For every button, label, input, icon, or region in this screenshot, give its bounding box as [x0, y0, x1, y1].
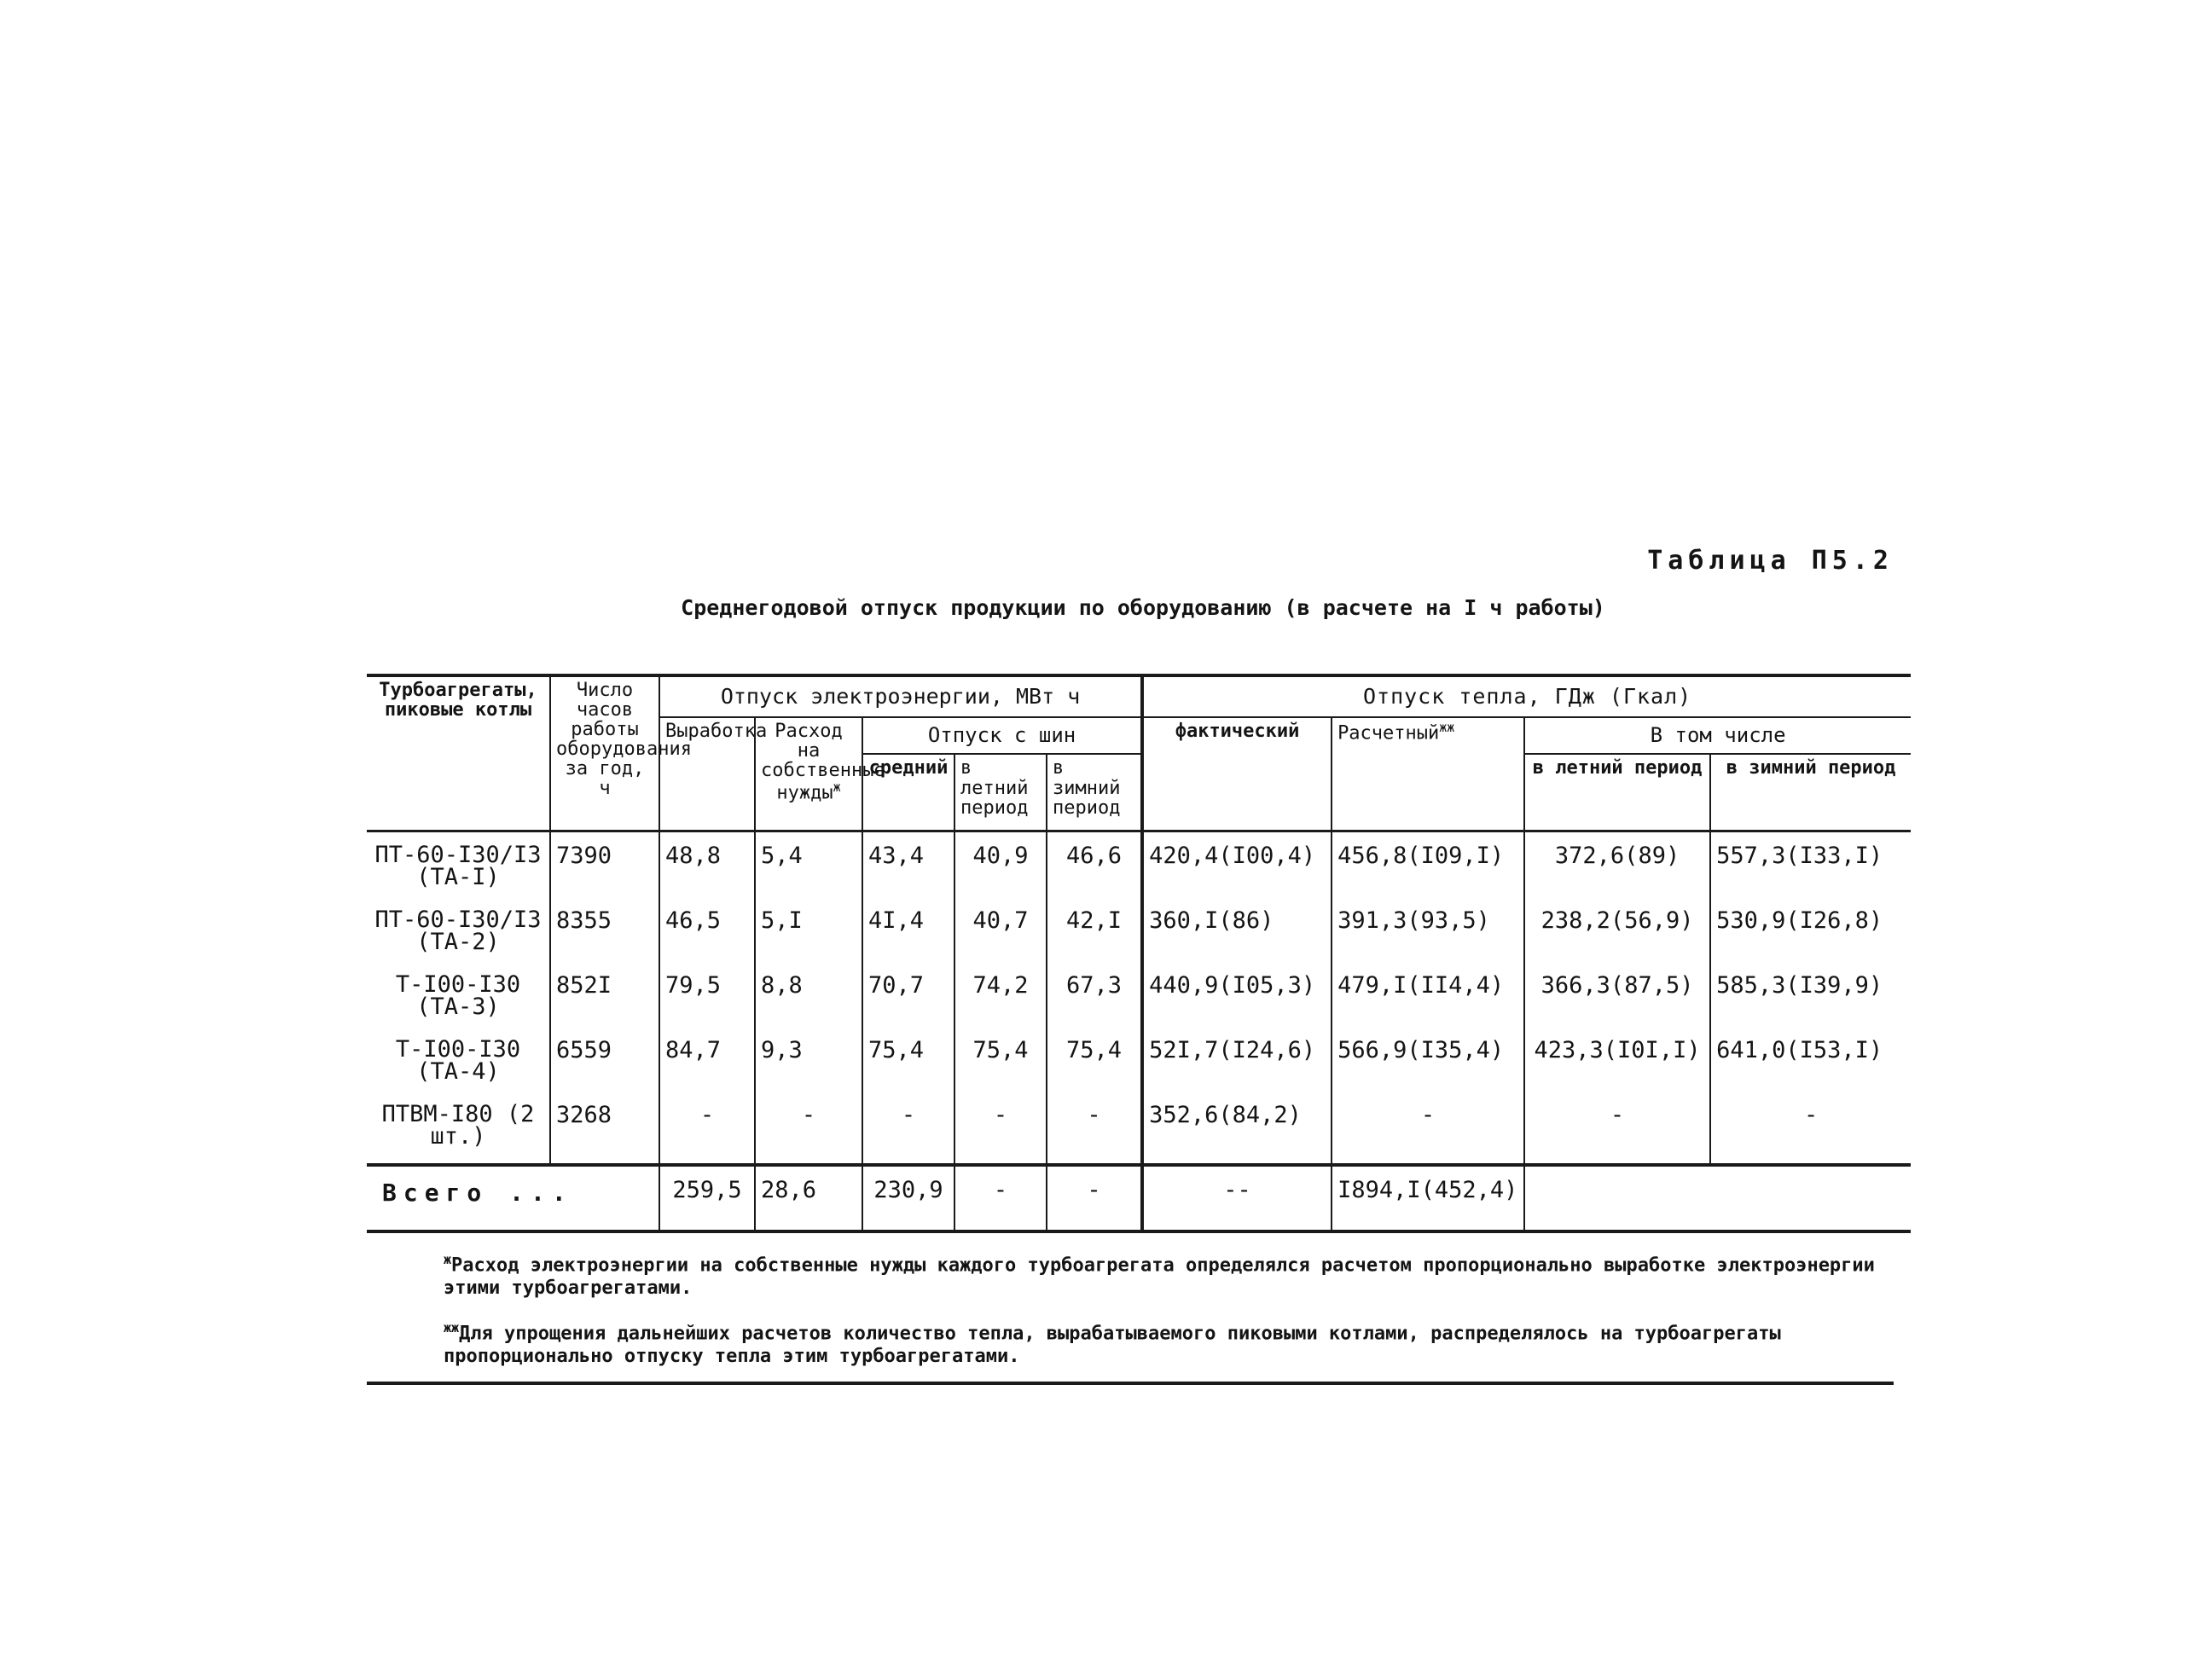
production-table [367, 674, 1911, 1233]
footnote-1 [444, 1252, 1894, 1300]
total-winter: - [1047, 1165, 1142, 1231]
cell-avg: 4I,4 [862, 897, 954, 962]
col-generation-header: Выработка [659, 717, 755, 831]
cell-heat-winter: 585,3(I39,9) [1710, 962, 1911, 1027]
cell-unit: Т-I00-I30 (ТА-3) [367, 962, 550, 1027]
cell-heat-calc: 391,3(93,5) [1332, 897, 1524, 962]
footnotes [444, 1252, 1894, 1388]
table-row [367, 1027, 1911, 1092]
cell-heat-summer: 372,6(89) [1524, 831, 1710, 898]
cell-hours: 852I [550, 962, 659, 1027]
total-generation: 259,5 [659, 1165, 755, 1231]
total-label: Всего ... [367, 1165, 659, 1231]
cell-summer: 40,7 [954, 897, 1047, 962]
cell-summer: - [954, 1092, 1047, 1165]
cell-heat-actual: 420,4(I00,4) [1142, 831, 1332, 898]
col-avg-header: средний [862, 754, 954, 831]
col-heat-group-header: Отпуск тепла, ГДж (Гкал) [1142, 675, 1911, 717]
col-summer-h-header: в летний период [1524, 754, 1710, 831]
footnote-2-text: Для упрощения дальнейших расчетов количество тепла, вырабатываемого пиковыми котлами, распределялось на турбоагрегаты пропорционально отпуску тепла этим турбоагрегатами. [444, 1323, 1781, 1367]
cell-generation: 48,8 [659, 831, 755, 898]
cell-avg: - [862, 1092, 954, 1165]
cell-own-needs: - [755, 1092, 862, 1165]
cell-summer: 40,9 [954, 831, 1047, 898]
total-heat-empty [1524, 1165, 1911, 1231]
cell-hours: 6559 [550, 1027, 659, 1092]
col-including-header: В том числе [1524, 717, 1911, 754]
table-caption: Среднегодовой отпуск продукции по оборудованию (в расчете на I ч работы) [681, 595, 1605, 620]
own-needs-footnote-mark: ж [833, 779, 841, 795]
cell-unit: ПТ-60-I30/I3 (ТА-I) [367, 831, 550, 898]
cell-heat-summer: 366,3(87,5) [1524, 962, 1710, 1027]
total-summer: - [954, 1165, 1047, 1231]
cell-heat-calc: 456,8(I09,I) [1332, 831, 1524, 898]
cell-summer: 75,4 [954, 1027, 1047, 1092]
cell-generation: 79,5 [659, 962, 755, 1027]
cell-winter: - [1047, 1092, 1142, 1165]
cell-winter: 42,I [1047, 897, 1142, 962]
cell-heat-winter: - [1710, 1092, 1911, 1165]
cell-heat-calc: - [1332, 1092, 1524, 1165]
cell-heat-summer: 238,2(56,9) [1524, 897, 1710, 962]
col-own-needs-header [755, 717, 885, 831]
cell-heat-summer: - [1524, 1092, 1710, 1165]
table-row [367, 897, 1911, 962]
cell-generation: 46,5 [659, 897, 755, 962]
col-hours-header: Число часов работы оборудования за год, ч [550, 675, 659, 831]
col-summer-e-header: в летний период [954, 754, 1047, 831]
total-avg: 230,9 [862, 1165, 954, 1231]
cell-heat-winter: 530,9(I26,8) [1710, 897, 1911, 962]
cell-winter: 75,4 [1047, 1027, 1142, 1092]
footnote-1-text: Расход электроэнергии на собственные нужды каждого турбоагрегата определялся расчетом пропорционально выработке электроэнергии этими турбоагрегатами. [444, 1254, 1875, 1299]
cell-summer: 74,2 [954, 962, 1047, 1027]
total-heat-calc: I894,I(452,4) [1332, 1165, 1524, 1231]
cell-unit: ПТВМ-I80 (2 шт.) [367, 1092, 550, 1165]
cell-heat-calc: 479,I(II4,4) [1332, 962, 1524, 1027]
footnote-2-mark: жж [444, 1320, 460, 1336]
cell-own-needs: 8,8 [755, 962, 862, 1027]
cell-winter: 46,6 [1047, 831, 1142, 898]
cell-heat-winter: 557,3(I33,I) [1710, 831, 1911, 898]
calculated-footnote-mark: жж [1439, 720, 1455, 736]
total-own-needs: 28,6 [755, 1165, 862, 1231]
header-row-1 [367, 675, 1911, 717]
cell-heat-actual: 352,6(84,2) [1142, 1092, 1332, 1165]
col-calculated-header [1332, 717, 1524, 831]
col-tire-release-header: Отпуск с шин [862, 717, 1142, 754]
footnote-1-mark: ж [444, 1252, 452, 1267]
cell-generation: - [659, 1092, 755, 1165]
cell-heat-summer: 423,3(I0I,I) [1524, 1027, 1710, 1092]
table-number-label: Таблица П5.2 [1647, 546, 1894, 576]
own-needs-label: Расход на собственные нужды [761, 721, 885, 803]
cell-own-needs: 5,4 [755, 831, 862, 898]
cell-avg: 43,4 [862, 831, 954, 898]
total-heat-actual: -- [1142, 1165, 1332, 1231]
cell-winter: 67,3 [1047, 962, 1142, 1027]
cell-heat-winter: 641,0(I53,I) [1710, 1027, 1911, 1092]
cell-heat-calc: 566,9(I35,4) [1332, 1027, 1524, 1092]
cell-heat-actual: 440,9(I05,3) [1142, 962, 1332, 1027]
col-winter-h-header: в зимний период [1710, 754, 1911, 831]
cell-avg: 70,7 [862, 962, 954, 1027]
cell-own-needs: 9,3 [755, 1027, 862, 1092]
cell-hours: 3268 [550, 1092, 659, 1165]
col-winter-e-header: в зимний период [1047, 754, 1142, 831]
table-row [367, 962, 1911, 1027]
col-actual-header: фактический [1142, 717, 1332, 831]
col-electricity-group-header: Отпуск электроэнергии, МВт ч [659, 675, 1142, 717]
cell-generation: 84,7 [659, 1027, 755, 1092]
cell-unit: ПТ-60-I30/I3 (ТА-2) [367, 897, 550, 962]
bottom-rule [367, 1382, 1894, 1385]
calculated-label: Расчетный [1337, 722, 1440, 744]
cell-unit: Т-I00-I30 (ТА-4) [367, 1027, 550, 1092]
cell-hours: 8355 [550, 897, 659, 962]
cell-heat-actual: 52I,7(I24,6) [1142, 1027, 1332, 1092]
cell-avg: 75,4 [862, 1027, 954, 1092]
cell-heat-actual: 360,I(86) [1142, 897, 1332, 962]
table-row [367, 831, 1911, 898]
footnote-2 [444, 1320, 1894, 1368]
table-row [367, 1092, 1911, 1165]
total-row [367, 1165, 1911, 1231]
cell-own-needs: 5,I [755, 897, 862, 962]
col-unit-header: Турбоагрегаты, пиковые котлы [367, 675, 550, 831]
cell-hours: 7390 [550, 831, 659, 898]
